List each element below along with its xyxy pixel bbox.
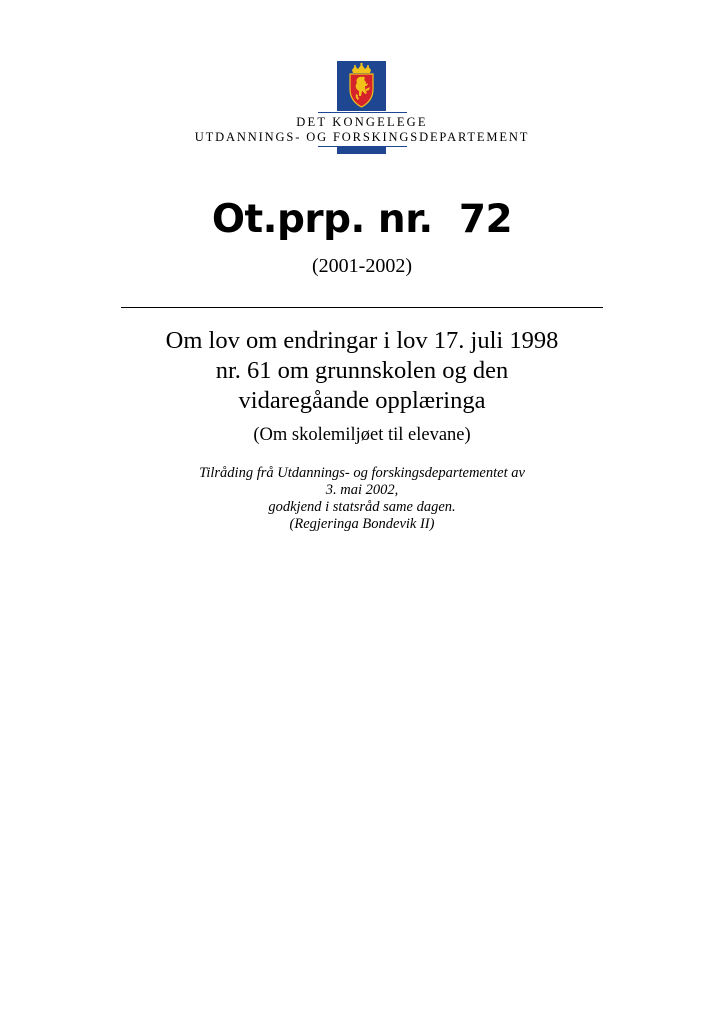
recommendation-note: [0, 465, 724, 533]
document-subtopic: (Om skolemiljøet til elevane): [253, 425, 471, 445]
title-divider: [121, 307, 603, 308]
subject-line: nr. 61 om grunnskolen og den: [215, 357, 509, 384]
document-number: Ot.prp. nr. 72: [211, 197, 513, 242]
recommendation-line: godkjend i statsråd same dagen.: [268, 499, 456, 515]
recommendation-line: 3. mai 2002,: [325, 482, 399, 498]
crest-stem: [337, 147, 386, 154]
parliamentary-session: (2001-2002): [312, 255, 412, 277]
coat-of-arms-icon: [337, 61, 386, 111]
recommendation-line: Tilråding frå Utdannings- og forskingsdepartementet av: [199, 465, 525, 481]
department-name-line2: UTDANNINGS- OG FORSKINGSDEPARTEMENT: [194, 130, 530, 144]
subject-line: Om lov om endringar i lov 17. juli 1998: [165, 327, 559, 354]
crest-rule-top: [318, 112, 407, 113]
document-subject: [0, 326, 724, 416]
crest-graphic: [337, 61, 386, 111]
department-name-line1: DET KONGELEGE: [296, 115, 428, 129]
subject-line: vidaregåande opplæringa: [238, 387, 486, 414]
recommendation-line: (Regjeringa Bondevik II): [289, 516, 435, 532]
